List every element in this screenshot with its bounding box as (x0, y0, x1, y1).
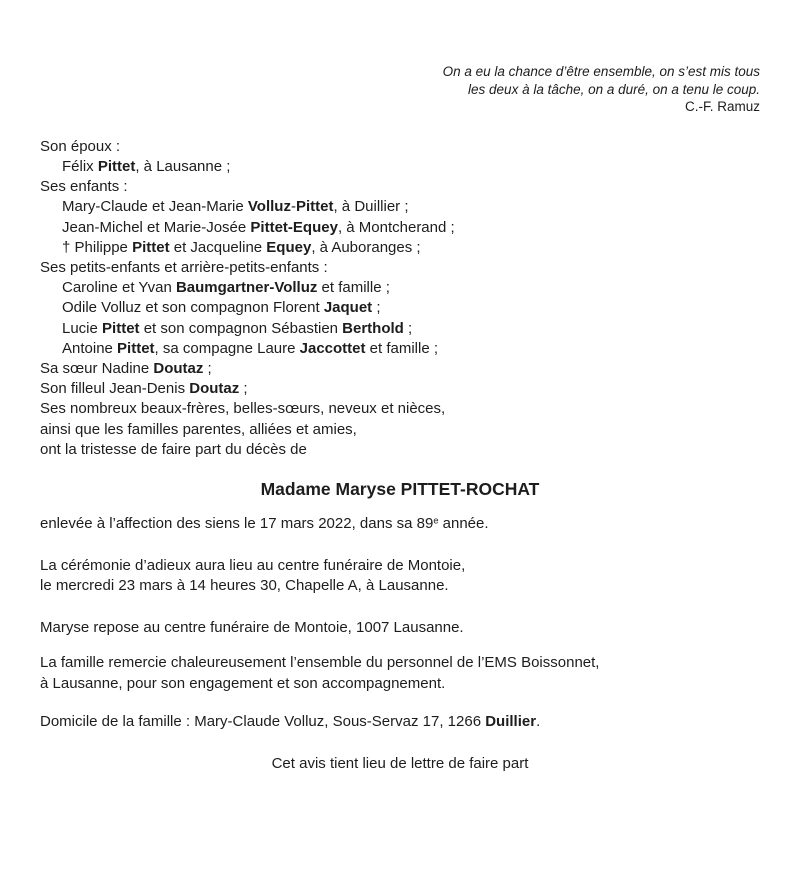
ceremony-line: La cérémonie d’adieux aura lieu au centre funéraire de Montoie, (40, 556, 466, 574)
family-line: ainsi que les familles parentes, alliées et amies, (40, 420, 357, 438)
epigraph-author: C.-F. Ramuz (684, 99, 760, 115)
family-line: Antoine Pittet, sa compagne Laure Jaccottet et famille ; (62, 339, 439, 357)
epigraph-line-2: les deux à la tâche, on a duré, on a tenu le coup. (468, 81, 760, 97)
family-line: Ses petits-enfants et arrière-petits-enfants : (40, 259, 328, 276)
family-line: Caroline et Yvan Baumgartner-Volluz et famille ; (62, 279, 390, 297)
repose-line: Maryse repose au centre funéraire de Montoie, 1007 Lausanne. (40, 618, 464, 636)
family-line: Son époux : (40, 137, 121, 155)
family-line: Mary-Claude et Jean-Marie Volluz-Pittet, à Duillier ; (62, 198, 409, 216)
deceased-name-title: Madame Maryse PITTET-ROCHAT (260, 479, 540, 500)
family-line: Félix Pittet, à Lausanne ; (62, 157, 231, 175)
family-line: Sa sœur Nadine Doutaz ; (40, 360, 212, 378)
repose-paragraph (40, 618, 760, 639)
death-statement (40, 514, 760, 535)
epigraph-line-1: On a eu la chance d’être ensemble, on s’est mis tous (442, 64, 760, 79)
domicile-paragraph (40, 712, 760, 733)
family-list (40, 137, 760, 460)
death-statement-line: enlevée à l’affection des siens le 17 mars 2022, dans sa 89e année. (40, 515, 489, 533)
thanks-paragraph (40, 653, 760, 694)
ceremony-paragraph (40, 556, 760, 597)
family-line: Odile Volluz et son compagnon Florent Jaquet ; (62, 299, 381, 317)
family-line: Ses nombreux beaux-frères, belles-sœurs, neveux et nièces, (40, 400, 446, 418)
domicile-line: Domicile de la famille : Mary-Claude Volluz, Sous-Servaz 17, 1266 Duillier. (40, 713, 541, 731)
epigraph (40, 63, 760, 116)
thanks-line: La famille remercie chaleureusement l’ensemble du personnel de l’EMS Boissonnet, (40, 654, 600, 672)
family-line: Jean-Michel et Marie-Josée Pittet-Equey, à Montcherand ; (62, 218, 455, 236)
thanks-line: à Lausanne, pour son engagement et son accompagnement. (40, 674, 446, 692)
family-line: † Philippe Pittet et Jacqueline Equey, à Auboranges ; (62, 238, 421, 256)
family-line: Lucie Pittet et son compagnon Sébastien Berthold ; (62, 319, 413, 337)
family-line: Ses enfants : (40, 178, 128, 196)
family-line: Son filleul Jean-Denis Doutaz ; (40, 380, 248, 398)
ceremony-line: le mercredi 23 mars à 14 heures 30, Chapelle A, à Lausanne. (40, 577, 449, 595)
family-line: ont la tristesse de faire part du décès de (40, 440, 307, 458)
closing-line: Cet avis tient lieu de lettre de faire part (271, 754, 529, 772)
